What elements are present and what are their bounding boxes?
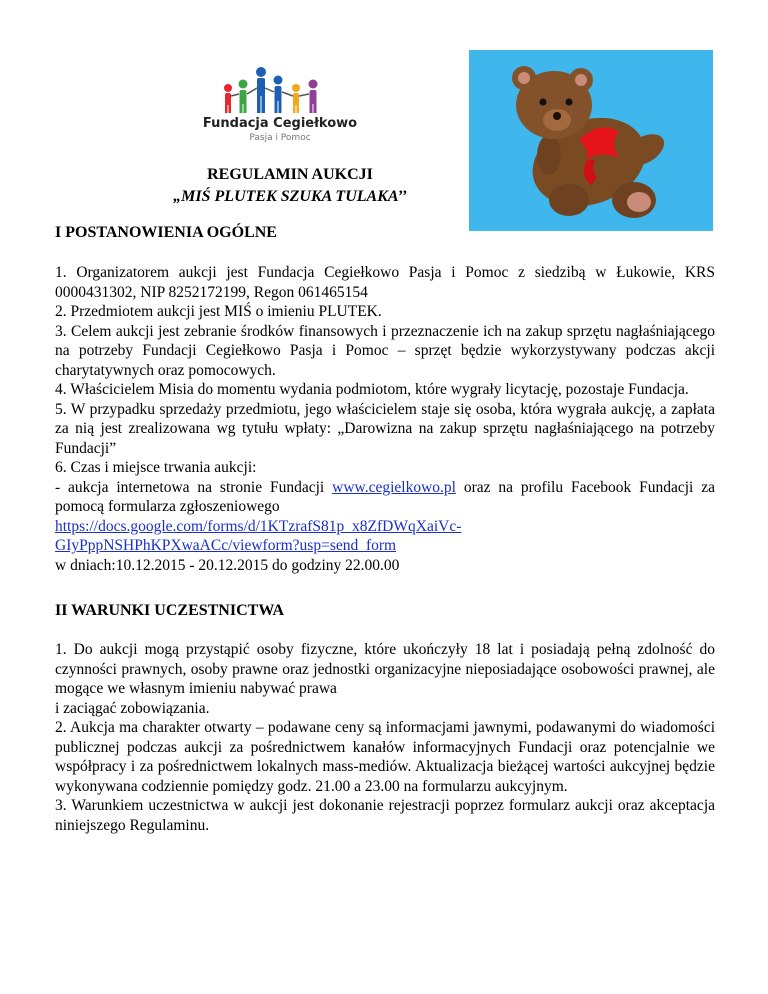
logo-title: Fundacja Cegiełkowo: [202, 116, 358, 131]
auction-dates: w dniach:10.12.2015 - 20.12.2015 do godziny 22.00.00: [55, 556, 400, 574]
teddy-bear-photo: [469, 50, 713, 231]
section-1-paragraph-7: [55, 478, 715, 517]
form-link-line-1: [55, 517, 715, 537]
form-link-line-2: [55, 536, 715, 556]
section-2-heading: II WARUNKI UCZESTNICTWA: [55, 602, 285, 619]
section-1-paragraph-4: 4. Właścicielem Misia do momentu wydania podmiotom, które wygrały licytację, pozostaje Fundacja.: [55, 381, 689, 398]
section-1-paragraph-2: 2. Przedmiotem aukcji jest MIŚ o imieniu PLUTEK.: [55, 303, 382, 320]
p7-text-before: - aukcja internetowa na stronie Fundacji: [55, 478, 333, 496]
document-title: [120, 164, 460, 208]
logo-tagline: Pasja i Pomoc: [249, 133, 311, 143]
form-link-part-2[interactable]: GIyPppNSHPhKPXwaACc/viewform?usp=send_form: [55, 537, 397, 554]
form-link-part-1[interactable]: https://docs.google.com/forms/d/1KTzrafS81p_x8ZfDWqXaiVc-: [55, 517, 462, 535]
section-1-paragraph-1: 1. Organizatorem aukcji jest Fundacja Cegiełkowo Pasja i Pomoc z siedzibą w Łukowie, KRS 0000431302, NIP 8252172199, Regon 061465154: [55, 264, 715, 301]
section-2-paragraph-1: 1. Do aukcji mogą przystąpić osoby fizyczne, które ukończyły 18 lat i posiadają pełną zdolność do czynności prawnych, osoby prawne oraz jednostki organizacyjne nieposiadające osobowości prawnej, ale mogące we własnym imieniu nabywać prawa: [55, 641, 715, 697]
section-1-body: [55, 263, 715, 575]
section-1-paragraph-6: 6. Czas i miejsce trwania aukcji:: [55, 459, 257, 476]
children-figures-icon: [216, 66, 344, 116]
section-2-paragraph-3: 3. Warunkiem uczestnictwa w aukcji jest dokonanie rejestracji poprzez formularz aukcji oraz akceptacja niniejszego Regulaminu.: [55, 797, 715, 834]
section-1-paragraph-3: 3. Celem aukcji jest zebranie środków finansowych i przeznaczenie ich na zakup sprzętu nagłaśniającego na potrzeby Fundacji Cegiełkowo Pasja i Pomoc – sprzęt będzie wykorzystywany podczas akcji charytatywnych oraz pomocowych.: [55, 322, 715, 379]
foundation-logo: [186, 66, 374, 146]
section-1-heading: I POSTANOWIENIA OGÓLNE: [55, 224, 277, 241]
title-line-1: REGULAMIN AUKCJI: [207, 166, 373, 183]
p7-text-after: oraz na profilu Facebook Fundacji za pomocą formularza zgłoszeniowego: [55, 478, 715, 515]
section-2-paragraph-1-end: i zaciągać zobowiązania.: [55, 699, 210, 717]
section-2-paragraph-2: 2. Aukcja ma charakter otwarty – podawane ceny są informacjami jawnymi, podawanymi do wiadomości publicznej podczas aukcji za pośrednictwem kanałów informacyjnych Fundacji oraz potencjalnie we współpracy i za pośrednictwem lokalnych mass-mediów. Aktualizacja bieżącej wartości aukcyjnej będzie wykonywana codziennie pomiędzy godz. 21.00 a 23.00 na formularzu aukcyjnym.: [55, 719, 715, 795]
section-2-body: [55, 640, 715, 835]
website-link[interactable]: www.cegielkowo.pl: [332, 478, 456, 496]
section-1-paragraph-5: 5. W przypadku sprzedaży przedmiotu, jego właścicielem staje się osoba, która wygrała aukcję, a zapłata za nią jest zrealizowana wg tytułu wpłaty: „Darowizna na zakup sprzętu nagłaśniającego na potrzeby Fundacji”: [55, 400, 715, 457]
title-line-2: „MIŚ PLUTEK SZUKA TULAKA’’: [173, 188, 407, 205]
